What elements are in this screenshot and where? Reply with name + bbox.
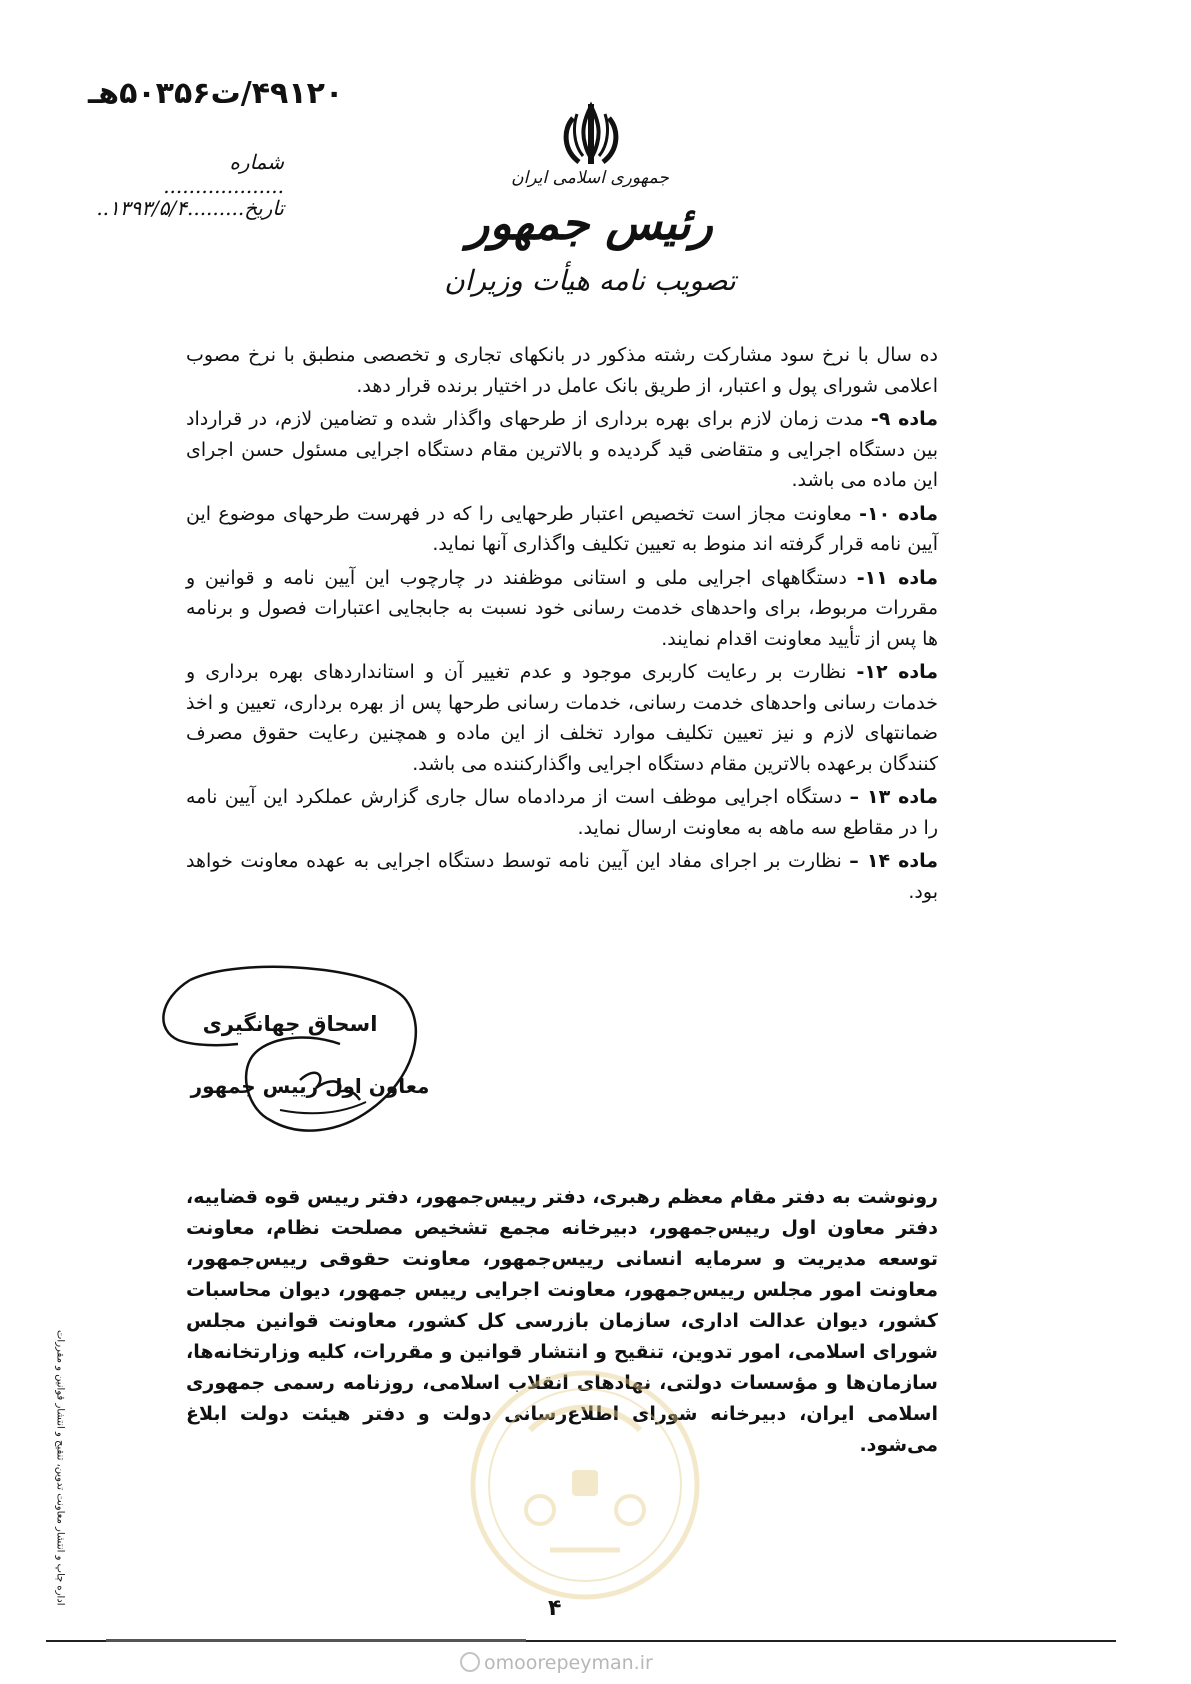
- article-text: نظارت بر اجرای مفاد این آیین نامه توسط دستگاه اجرایی به عهده معاونت خواهد بود.: [186, 850, 938, 903]
- article-text: مدت زمان لازم برای بهره برداری از طرحهای واگذار شده و تضامین لازم، در قرارداد بین دستگاه اجرایی و متقاضی قید گردیده و بالاترین مقام دستگاه اجرایی مسئول حسن اجرای این ماده می باشد.: [186, 408, 938, 491]
- reference-number: ۴۹۱۲۰/ت۵۰۳۵۶هـ: [88, 76, 344, 111]
- instagram-icon: [460, 1652, 480, 1672]
- document-type: تصویب نامه هیأت وزیران: [444, 264, 736, 297]
- article-label: ماده ۱۰-: [859, 502, 938, 525]
- signature-scribble: [150, 960, 440, 1140]
- page-number: ۴: [548, 1596, 562, 1621]
- article-text: نظارت بر رعایت کاربری موجود و عدم تغییر آن و استانداردهای بهره برداری و خدمات رسانی واحدهای خدمت رسانی، خدمات رسانی طرحها پس از بهره برداری، تعیین و اخذ ضمانتهای لازم و نیز تعیین تکلیف موارد تخلف از این ماده و همچنین رعایت حقوق مصرف کنندگان برعهده بالاترین مقام دستگاه اجرایی واگذارکننده می باشد.: [186, 661, 938, 775]
- footer-divider: [46, 1638, 1116, 1644]
- signatory-title: معاون اول رییس جمهور: [190, 1074, 430, 1098]
- article-label: ماده ۱۳ –: [849, 786, 938, 808]
- article-label: ماده ۹-: [870, 408, 939, 430]
- signatory-name: اسحاق جهانگیری: [202, 1012, 378, 1036]
- article-12: [186, 657, 938, 779]
- article-14: [186, 846, 938, 907]
- article-11: [186, 563, 938, 655]
- article-label: ماده ۱۱-: [856, 566, 938, 589]
- publisher-side-note: [48, 1330, 72, 1620]
- article-label: ماده ۱۴ –: [849, 850, 938, 872]
- article-text: معاونت مجاز است تخصیص اعتبار طرحهایی را که در فهرست طرحهای موضوع این آیین نامه قرار گرفته اند منوط به تعیین تکلیف واگذاری آنها نماید.: [186, 502, 938, 555]
- article-13: [186, 782, 938, 843]
- side-note-text: اداره چاپ و انتشار معاونت تدوین، تنقیح و انتشار قوانین و مقررات: [54, 1330, 66, 1606]
- article-9: [186, 404, 938, 496]
- article-text: دستگاه اجرایی موظف است از مردادماه سال جاری گزارش عملکرد این آیین نامه را در مقاطع سه ماهه به معاونت ارسال نماید.: [186, 786, 938, 839]
- article-label: ماده ۱۲-: [856, 661, 938, 683]
- date-field: تاریخ.........۱۳۹۳/۵/۴..: [96, 196, 284, 220]
- article-10: [186, 499, 938, 560]
- article-text: دستگاههای اجرایی ملی و استانی موظفند در چارچوب این آیین نامه و قوانین و مقررات مربوط، برای واحدهای خدمت رسانی خود نسبت به جابجایی اعتبارات فصول و برنامه ها پس از تأیید معاونت اقدام نمایند.: [186, 566, 938, 650]
- website-credit: [460, 1652, 653, 1674]
- number-field: شماره ...................: [163, 150, 284, 198]
- document-body: [186, 340, 938, 910]
- watermark-seal-icon: [460, 1360, 710, 1610]
- office-title: رئیس جمهور: [467, 196, 713, 250]
- intro-paragraph: ده سال با نرخ سود مشارکت رشته مذکور در بانکهای تجاری و تخصصی منطبق با نرخ مصوب اعلامی شورای پول و اعتبار، از طریق بانک عامل در اختیار برنده قرار دهد.: [186, 344, 938, 397]
- emblem-icon: [555, 100, 627, 172]
- website-text: omoorepeyman.ir: [484, 1652, 653, 1674]
- copy-distribution: رونوشت به دفتر مقام معظم رهبری، دفتر رییس‌جمهور، دفتر رییس قوه قضاییه، دفتر معاون اول رییس‌جمهور، دبیرخانه مجمع تشخیص مصلحت نظام، معاونت توسعه مدیریت و سرمایه انسانی رییس‌جمهور، معاونت حقوقی رییس‌جمهور، معاونت امور مجلس رییس‌جمهور، معاونت اجرایی رییس جمهور، دیوان محاسبات کشور، دیوان عدالت اداری، سازمان بازرسی کل کشور، معاونت قوانین مجلس شورای اسلامی، امور تدوین، تنقیح و انتشار قوانین و مقررات، کلیه وزارتخانه‌ها، سازمان‌ها و مؤسسات دولتی، نهادهای انقلاب اسلامی، روزنامه رسمی جمهوری اسلامی ایران، دبیرخانه شورای اطلاع‌رسانی دولت و دفتر هیئت دولت ابلاغ می‌شود.: [186, 1186, 938, 1456]
- country-name: جمهوری اسلامی ایران: [511, 168, 669, 188]
